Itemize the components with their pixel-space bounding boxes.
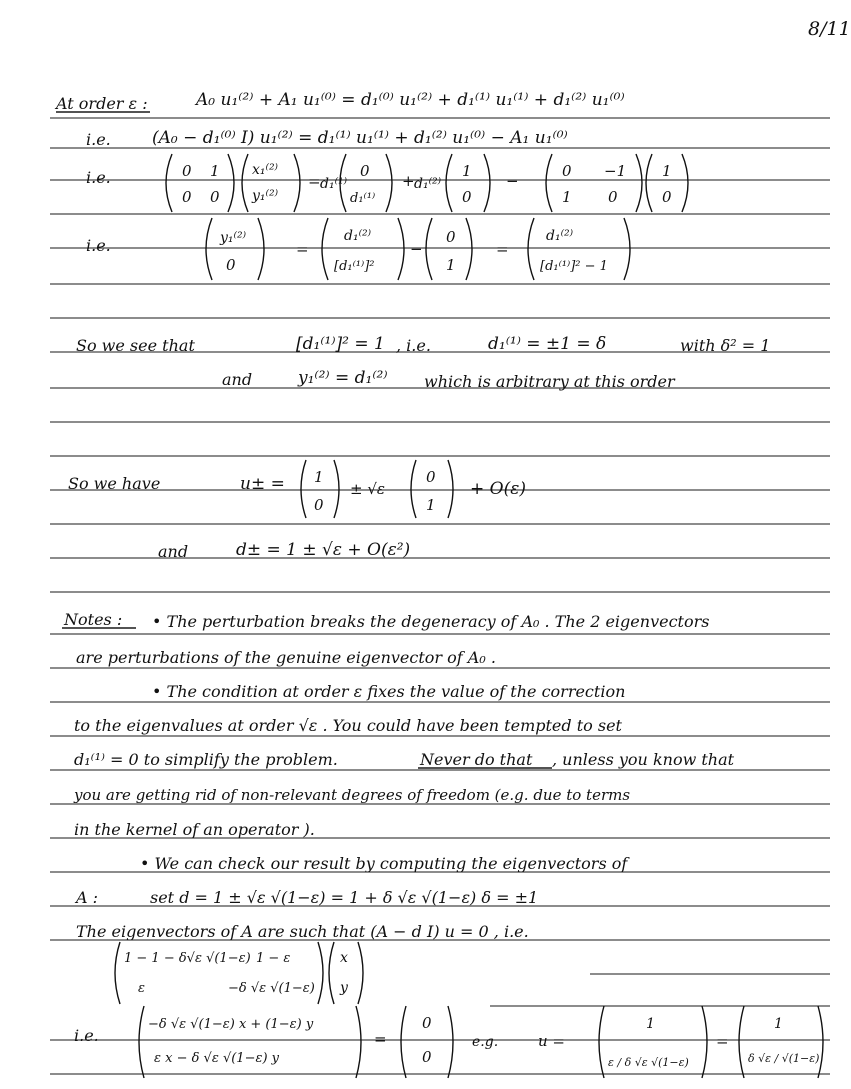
final-ie: i.e.	[74, 1026, 99, 1045]
final-mat-a: 1 − 1 − δ√ε √(1−ε)	[124, 951, 251, 966]
note-1b: are perturbations of the genuine eigenvector of A₀ .	[76, 648, 496, 667]
svg-text:+: +	[402, 172, 415, 190]
colres-b: [d₁⁽¹⁾]² − 1	[540, 259, 608, 274]
m00-b: 1	[210, 162, 220, 180]
ie-equation-1: (A₀ − d₁⁽⁰⁾ I) u₁⁽²⁾ = d₁⁽¹⁾ u₁⁽¹⁾ + d₁⁽²⁾ u₁⁽⁰⁾ − A₁ u₁⁽⁰⁾	[152, 128, 568, 148]
final-mat-b: 1 − ε	[256, 951, 291, 966]
m01-d: 0	[608, 188, 618, 206]
svg-text:=: =	[496, 240, 509, 258]
d1-coef: d₁⁽¹⁾	[320, 176, 348, 192]
svg-text:=: =	[308, 172, 321, 190]
final-rescol-a: 1	[774, 1016, 783, 1032]
d2-coef: d₁⁽²⁾	[414, 176, 442, 192]
final-y: y	[340, 980, 348, 996]
note-3c: The eigenvectors of A are such that (A − d I) u = 0 , i.e.	[76, 922, 529, 941]
svg-text:−: −	[506, 172, 519, 190]
xy-x: x₁⁽²⁾	[252, 162, 278, 178]
m01-b: −1	[604, 162, 627, 180]
final-ucol-a: 1	[646, 1016, 655, 1032]
m00-d: 0	[210, 188, 220, 206]
upm-col1-a: 1	[314, 468, 324, 486]
u-pm-vectors	[296, 456, 576, 522]
page-number: 8/11	[808, 18, 851, 40]
upm-sqrt: ± √ε	[350, 480, 385, 498]
svg-text:−: −	[410, 240, 423, 258]
final-lhs-b: ε x − δ √ε √(1−ε) y	[154, 1051, 279, 1066]
col10b-a: 1	[662, 162, 672, 180]
col10b-b: 0	[662, 188, 672, 206]
final-zero-a: 0	[422, 1014, 432, 1032]
final-rescol-b: δ √ε / √(1−ε)	[748, 1052, 820, 1065]
upm-col1-b: 0	[314, 496, 324, 514]
m00-c: 0	[182, 188, 192, 206]
note-2d: you are getting rid of non-relevant degrees of freedom (e.g. due to terms	[74, 786, 631, 804]
final-u: u =	[538, 1032, 565, 1050]
y0-a: y₁⁽²⁾	[220, 230, 247, 246]
notes-heading: Notes :	[64, 610, 123, 629]
xy-y: y₁⁽²⁾	[252, 188, 279, 204]
upm-O: + O(ε)	[470, 479, 526, 499]
note-3b-A: A :	[76, 888, 99, 907]
final-matrix	[110, 940, 370, 1006]
y0-b: 0	[226, 256, 236, 274]
svg-text:=: =	[296, 240, 309, 258]
so-see-eq2: d₁⁽¹⁾ = ±1 = δ	[488, 334, 607, 354]
note-2e: in the kernel of an operator ).	[74, 820, 315, 839]
col0d-b: d₁⁽¹⁾	[350, 191, 376, 206]
final-mat-d: −δ √ε √(1−ε)	[228, 981, 315, 996]
col10-b: 0	[462, 188, 472, 206]
so-see-eq1: [d₁⁽¹⁾]² = 1	[296, 334, 385, 354]
so-have-text: So we have	[68, 474, 161, 493]
m01-a: 0	[562, 162, 572, 180]
order-label: At order ε :	[56, 94, 148, 113]
note-2c1: d₁⁽¹⁾ = 0 to simplify the problem.	[74, 750, 338, 769]
so-have-and: and	[158, 542, 189, 561]
note-2a: • The condition at order ε fixes the value of the correction	[152, 682, 626, 701]
ie-label-2: i.e.	[86, 168, 111, 187]
note-3b: set d = 1 ± √ε √(1−ε) = 1 + δ √ε √(1−ε) δ = ±1	[150, 888, 539, 907]
so-see-eq3: y₁⁽²⁾ = d₁⁽²⁾	[298, 368, 388, 388]
so-have-upm: u± =	[240, 474, 285, 494]
upm-col2-a: 0	[426, 468, 436, 486]
ie-label-1: i.e.	[86, 130, 111, 149]
final-ucol-b: ε / δ √ε √(1−ε)	[608, 1056, 689, 1069]
col0d-a: 0	[360, 162, 370, 180]
coldd-a: d₁⁽²⁾	[344, 228, 372, 244]
ie-label-3: i.e.	[86, 236, 111, 255]
order-equation: A₀ u₁⁽²⁾ + A₁ u₁⁽⁰⁾ = d₁⁽⁰⁾ u₁⁽²⁾ + d₁⁽¹⁾ u₁⁽¹⁾ + d₁⁽²⁾ u₁⁽⁰⁾	[196, 90, 625, 110]
so-see-ie: , i.e.	[396, 336, 431, 355]
upm-col2-b: 1	[426, 496, 436, 514]
svg-text:=: =	[374, 1030, 387, 1048]
so-see-and: and	[222, 370, 253, 389]
note-2b: to the eigenvalues at order √ε . You could have been tempted to set	[74, 716, 622, 735]
note-2c2: , unless you know that	[552, 750, 735, 769]
col01-a: 0	[446, 228, 456, 246]
so-see-arbitrary: which is arbitrary at this order	[424, 372, 675, 391]
m00-a: 0	[182, 162, 192, 180]
final-eg: e.g.	[472, 1034, 499, 1050]
matrix-equation-2	[160, 150, 700, 216]
col01-b: 1	[446, 256, 456, 274]
m01-c: 1	[562, 188, 572, 206]
so-have-dpm: d± = 1 ± √ε + O(ε²)	[236, 540, 411, 560]
note-3a: • We can check our result by computing the eigenvectors of	[140, 854, 628, 873]
final-lhs-a: −δ √ε √(1−ε) x + (1−ε) y	[148, 1017, 314, 1032]
matrix-equation-3	[200, 214, 640, 284]
final-x: x	[340, 950, 348, 966]
col10-a: 1	[462, 162, 472, 180]
colres-a: d₁⁽²⁾	[546, 228, 574, 244]
final-mat-c: ε	[138, 981, 145, 996]
note-2c-never: Never do that	[420, 750, 533, 769]
svg-text:=: =	[716, 1032, 729, 1050]
note-1a: • The perturbation breaks the degeneracy of A₀ . The 2 eigenvectors	[152, 612, 710, 631]
so-see-with: with δ² = 1	[680, 336, 771, 355]
final-zero-b: 0	[422, 1048, 432, 1066]
final-equation	[134, 1004, 834, 1084]
so-see-text: So we see that	[76, 336, 195, 355]
coldd-b: [d₁⁽¹⁾]²	[334, 259, 375, 274]
